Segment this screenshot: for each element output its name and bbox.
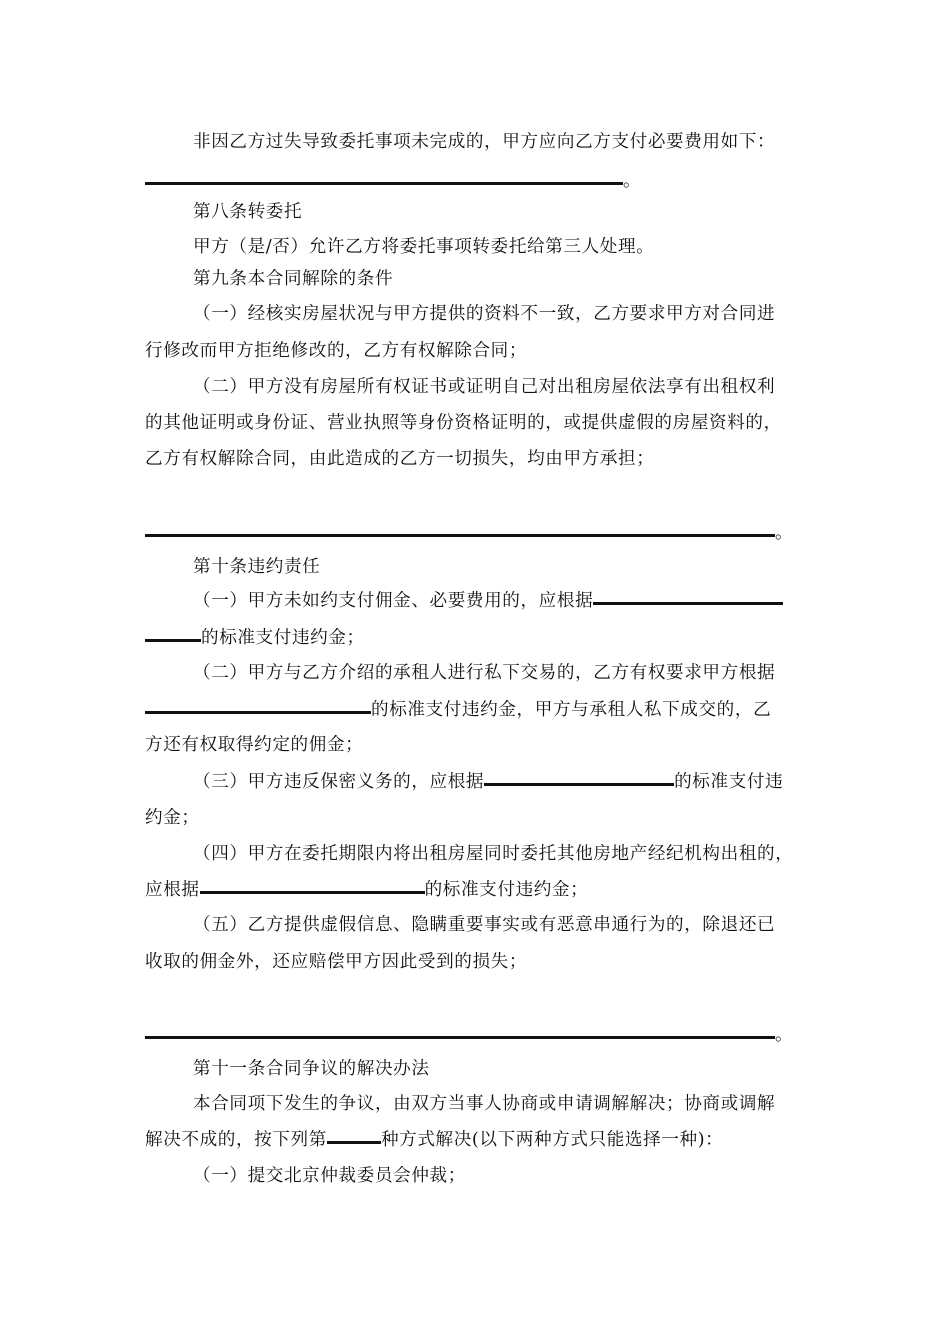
paragraph-line: 收取的佣金外，还应赔偿甲方因此受到的损失； <box>145 952 528 972</box>
paragraph-line: 本合同项下发生的争议，由双方当事人协商或申请调解解决；协商或调解 <box>193 1094 776 1114</box>
article-11-title: 第十一条合同争议的解决办法 <box>193 1059 430 1079</box>
paragraph-line: （二）甲方没有房屋所有权证书或证明自己对出租房屋依法享有出租权利 <box>193 377 776 397</box>
paragraph-line: 的标准支付违约金； <box>145 627 365 649</box>
blank-underline[interactable] <box>145 182 623 185</box>
article-10-title: 第十条违约责任 <box>193 557 321 577</box>
paragraph-line: 的标准支付违约金，甲方与承租人私下成交的，乙 <box>145 699 771 721</box>
paragraph-line: 约金； <box>145 808 200 828</box>
paragraph-line: （一）经核实房屋状况与甲方提供的资料不一致，乙方要求甲方对合同进 <box>193 304 776 324</box>
paragraph-line: 乙方有权解除合同，由此造成的乙方一切损失，均由甲方承担； <box>145 449 655 469</box>
paragraph-line: 甲方（是/否）允许乙方将委托事项转委托给第三人处理。 <box>193 237 655 257</box>
article-9-title: 第九条本合同解除的条件 <box>193 269 394 289</box>
paragraph-line: （一）提交北京仲裁委员会仲裁； <box>193 1166 466 1186</box>
fill-blank-line <box>145 1024 793 1046</box>
paragraph-line: 非因乙方过失导致委托事项未完成的，甲方应向乙方支付必要费用如下： <box>193 132 776 152</box>
paragraph-line: 解决不成的，按下列第 种方式解决(以下两种方式只能选择一种)： <box>145 1130 724 1150</box>
paragraph-line: （一）甲方未如约支付佣金、必要费用的，应根据 <box>193 590 783 612</box>
paragraph-line: （三）甲方违反保密义务的，应根据 的标准支付违 <box>193 772 784 792</box>
period: 。 <box>775 1025 794 1045</box>
blank-underline[interactable] <box>593 602 783 605</box>
paragraph-line: 的其他证明或身份证、营业执照等身份资格证明的，或提供虚假的房屋资料的， <box>145 413 782 433</box>
blank-underline[interactable] <box>200 891 425 894</box>
paragraph-line: 应根据 的标准支付违约金； <box>145 880 589 900</box>
article-8-title: 第八条转委托 <box>193 202 303 222</box>
fill-blank-line <box>145 522 793 544</box>
blank-underline[interactable] <box>145 711 371 714</box>
blank-underline[interactable] <box>145 534 775 537</box>
paragraph-line: （四）甲方在委托期限内将出租房屋同时委托其他房地产经纪机构出租的， <box>193 844 794 864</box>
blank-underline[interactable] <box>145 1036 775 1039</box>
blank-underline[interactable] <box>327 1141 381 1144</box>
blank-underline[interactable] <box>484 783 674 786</box>
fill-blank-line <box>145 170 641 192</box>
blank-underline[interactable] <box>145 639 201 642</box>
period: 。 <box>623 171 642 191</box>
period: 。 <box>775 523 794 543</box>
paragraph-line: （二）甲方与乙方介绍的承租人进行私下交易的，乙方有权要求甲方根据 <box>193 663 776 683</box>
paragraph-line: 行修改而甲方拒绝修改的，乙方有权解除合同； <box>145 341 528 361</box>
paragraph-line: 方还有权取得约定的佣金； <box>145 735 364 755</box>
paragraph-line: （五）乙方提供虚假信息、隐瞒重要事实或有恶意串通行为的，除退还已 <box>193 915 776 935</box>
